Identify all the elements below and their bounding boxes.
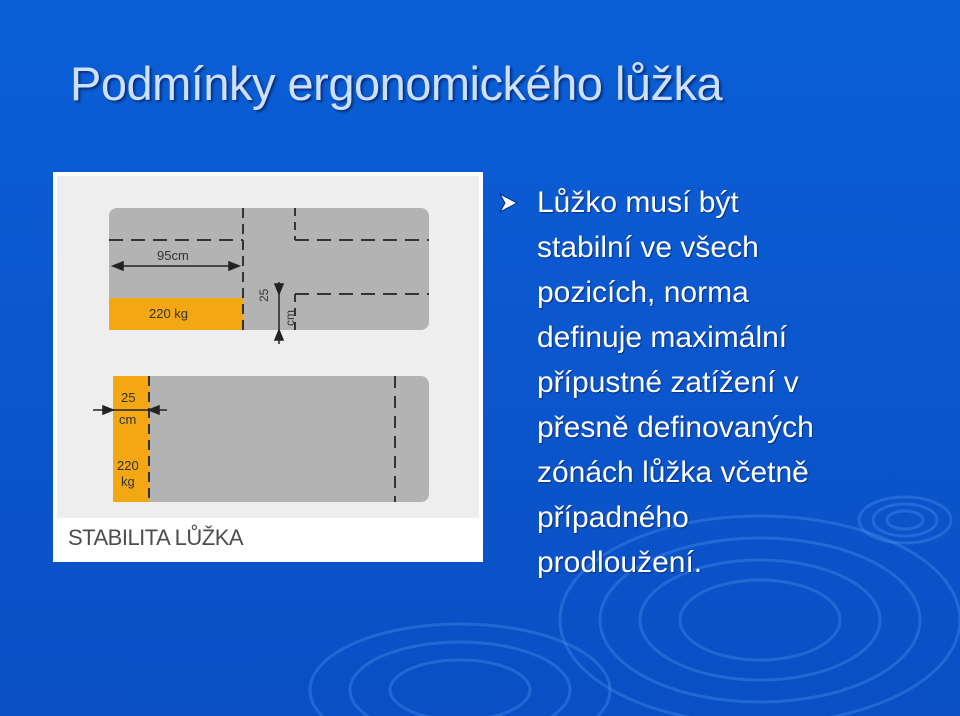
width-label: 95cm — [157, 248, 189, 263]
top-depth-label-a: 25 — [257, 288, 271, 302]
top-load-label: 220 kg — [149, 306, 189, 321]
slide-title: Podmínky ergonomického lůžka — [70, 57, 723, 110]
bullet-point — [497, 180, 917, 585]
figure-diagram-area — [57, 176, 479, 518]
bullet-line: pozicích, norma — [537, 276, 749, 309]
bullet-text — [537, 180, 917, 585]
bottom-load-label-a: 220 — [117, 458, 139, 473]
bed-stability-figure — [53, 172, 483, 562]
arrowhead-bullet-icon — [497, 192, 519, 214]
bullet-line: případného — [537, 501, 689, 534]
bottom-load-label-b: kg — [121, 474, 135, 489]
bottom-depth-label-b: cm — [119, 412, 137, 427]
figure-caption: STABILITA LŮŽKA — [68, 525, 244, 550]
top-depth-label-b: cm — [283, 310, 297, 326]
bullet-line: prodloužení. — [537, 546, 703, 579]
bottom-bed-shape — [113, 376, 429, 502]
bullet-line: zónách lůžka včetně — [537, 456, 809, 489]
bullet-line: Lůžko musí být — [537, 186, 739, 219]
bullet-line: definuje maximální — [537, 321, 788, 354]
bottom-depth-label-a: 25 — [121, 390, 136, 405]
bullet-line: stabilní ve všech — [537, 231, 759, 264]
bullet-line: přípustné zatížení v — [537, 366, 799, 399]
bullet-line: přesně definovaných — [537, 411, 814, 444]
